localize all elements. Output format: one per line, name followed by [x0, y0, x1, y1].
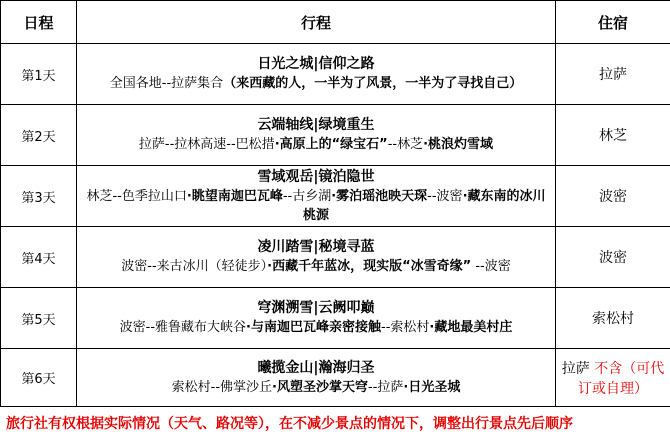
stay-cell: 波密	[556, 166, 670, 227]
stay-cell	[556, 349, 670, 407]
desc-highlight: ·西藏千年蓝冰，现实版“冰雪奇缘”	[267, 259, 472, 274]
itinerary-title: 日光之城|信仰之路	[257, 56, 375, 72]
desc-text: 全国各地--拉萨集合	[109, 76, 224, 91]
header-stay: 住宿	[556, 1, 670, 44]
table-row	[1, 288, 670, 349]
itinerary-desc	[80, 318, 552, 337]
stay-cell: 索松村	[556, 288, 670, 349]
itinerary-cell	[77, 349, 556, 407]
itinerary-title: 凌川踏雪|秘境寻蓝	[257, 239, 375, 255]
header-day: 日程	[1, 1, 77, 44]
desc-highlight: ·雾泊瑶池映天琛	[331, 188, 428, 204]
day-label: 第3天	[1, 166, 77, 227]
stay-cell: 波密	[556, 227, 670, 288]
itinerary-desc	[80, 74, 552, 93]
desc-highlight: ·与南迦巴瓦峰亲密接触	[246, 320, 381, 335]
desc-text: --拉萨	[368, 379, 404, 395]
stay-cell: 拉萨	[556, 44, 670, 105]
itinerary-title: 雪域观岳|镜泊隐世	[257, 168, 375, 185]
table-row	[1, 166, 670, 227]
desc-highlight: ·眺望南迦巴瓦峰	[186, 188, 283, 204]
desc-highlight: ·风塑圣沙掌天穹	[272, 379, 368, 395]
desc-highlight: （来西藏的人，一半为了风景，一半为了寻找自己）	[223, 76, 523, 91]
itinerary-cell	[77, 166, 556, 227]
desc-text: --波密	[471, 259, 511, 274]
itinerary-desc	[80, 135, 552, 154]
desc-text: --波密	[427, 188, 463, 204]
table-row	[1, 105, 670, 166]
itinerary-desc	[80, 378, 552, 397]
desc-text: --古乡湖	[282, 188, 332, 204]
table-row	[1, 227, 670, 288]
itinerary-cell	[77, 288, 556, 349]
day-label: 第4天	[1, 227, 77, 288]
itinerary-title: 穹渊溯雪|云阙叩巅	[257, 300, 375, 316]
desc-text: 波密--雅鲁藏布大峡谷	[119, 320, 247, 335]
itinerary-desc	[80, 187, 552, 225]
table-row	[1, 349, 670, 407]
itinerary-cell	[77, 44, 556, 105]
desc-highlight: ·桃浪灼雪域	[423, 137, 494, 152]
itinerary-desc	[80, 257, 552, 276]
day-label: 第6天	[1, 349, 77, 407]
desc-text: --索松村	[381, 320, 430, 335]
day-label: 第2天	[1, 105, 77, 166]
table-row	[1, 44, 670, 105]
table-header-row	[1, 1, 670, 44]
itinerary-cell	[77, 227, 556, 288]
desc-highlight: ·高原上的“绿宝石”	[274, 137, 388, 152]
desc-text: 索松村--佛掌沙丘	[171, 379, 273, 395]
itinerary-title: 曦揽金山|瀚海归圣	[257, 359, 375, 376]
day-label: 第1天	[1, 44, 77, 105]
desc-text: 拉萨--拉林高速--巴松措	[138, 137, 275, 152]
desc-highlight: ·日光圣城	[403, 379, 461, 395]
itinerary-cell	[77, 105, 556, 166]
stay-note: 不含（可代订或自理）	[578, 360, 665, 397]
desc-text: 林芝--色季拉山口	[86, 188, 187, 204]
itinerary-title: 云端轴线|绿境重生	[257, 117, 375, 133]
footer-note: 旅行社有权根据实际情况（天气、路况等），在不减少景点的情况下，调整出行景点先后顺序	[6, 416, 573, 432]
day-label: 第5天	[1, 288, 77, 349]
header-itinerary: 行程	[77, 1, 556, 44]
desc-text: 波密--来古冰川（轻徒步）	[121, 259, 268, 274]
stay-cell: 林芝	[556, 105, 670, 166]
desc-text: --林芝	[387, 137, 424, 152]
desc-highlight: ·藏地最美村庄	[429, 320, 513, 335]
stay-city: 拉萨	[561, 360, 590, 377]
desc-highlight: ·藏东南的冰川桃源	[302, 188, 546, 223]
